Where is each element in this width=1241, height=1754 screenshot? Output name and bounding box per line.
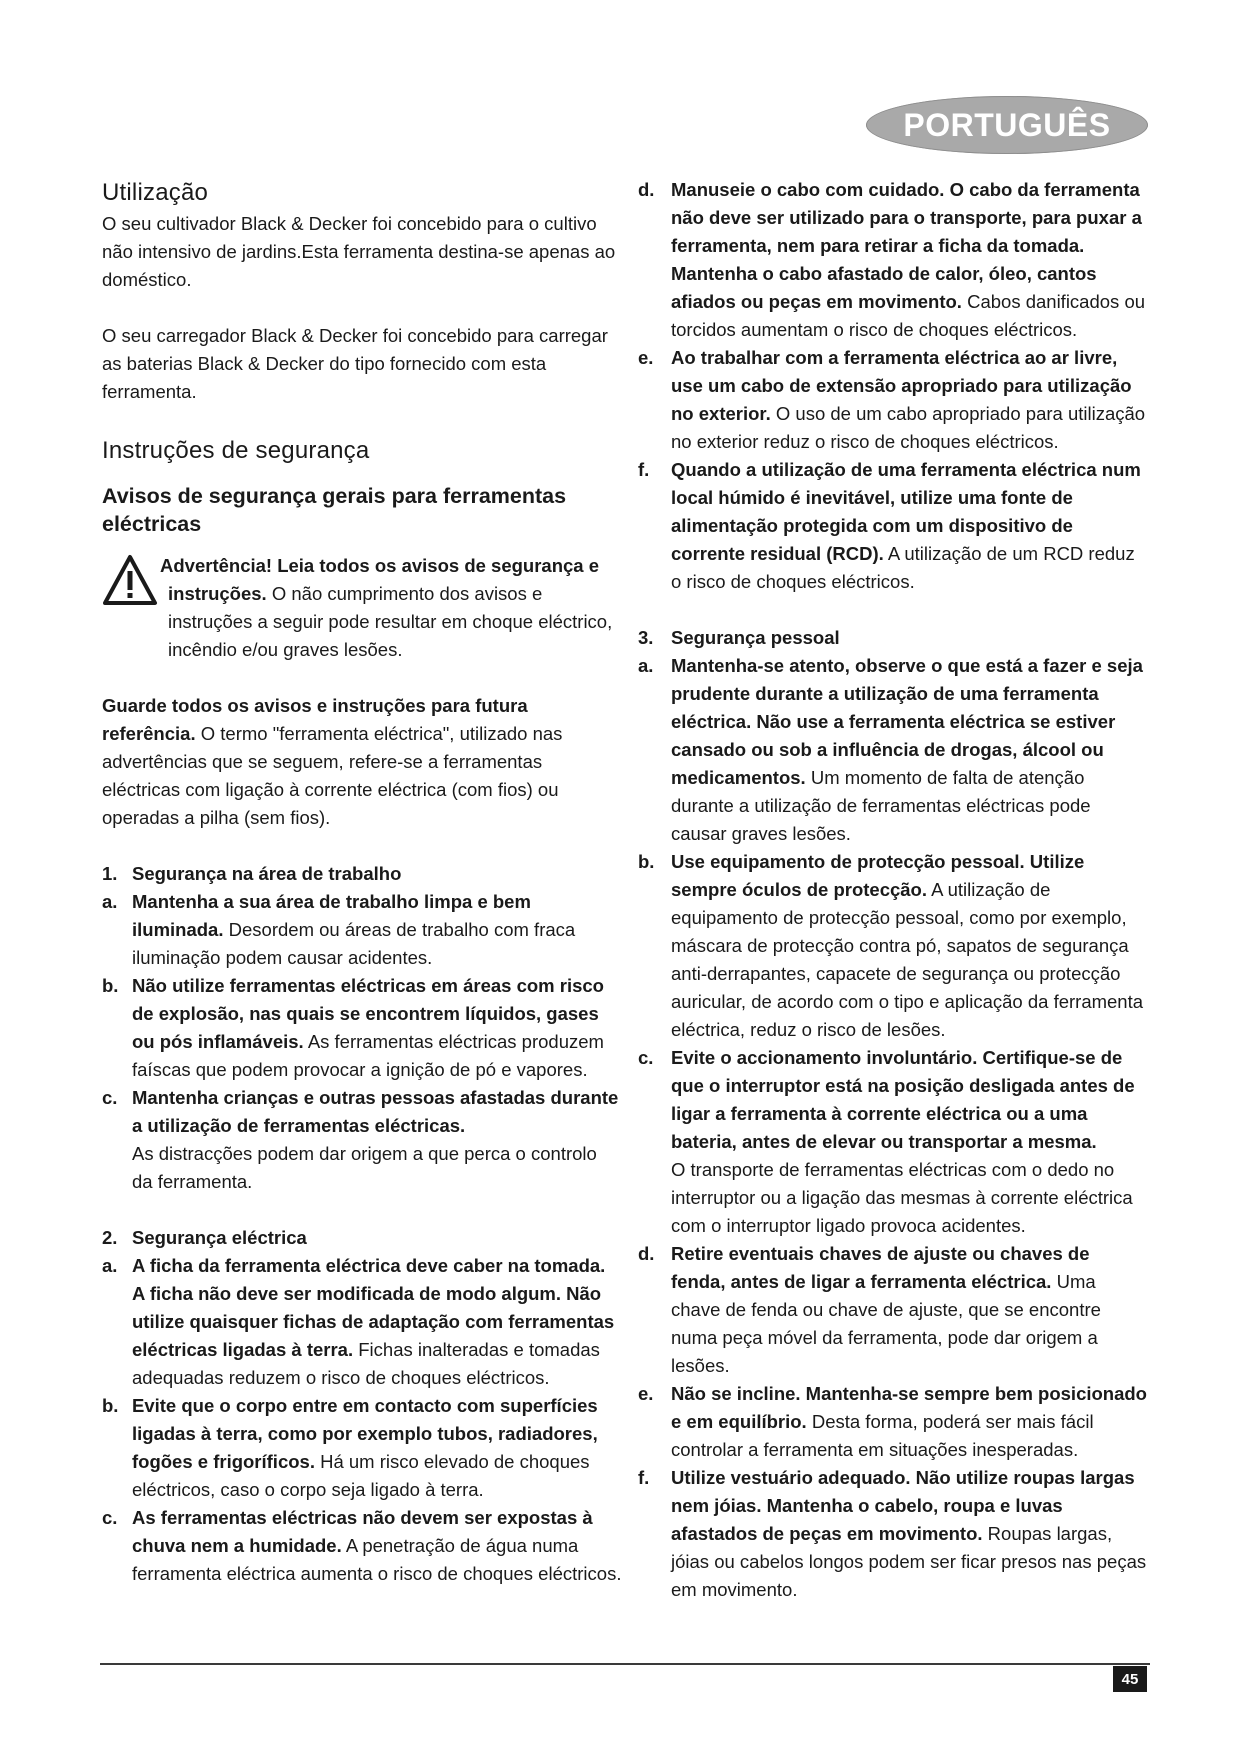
item-label: f. bbox=[638, 1467, 650, 1488]
item-text: O transporte de ferramentas eléctricas com o dedo no interruptor ou a ligação das mesmas à corrente eléctrica com o interruptor ligado provoca acidentes. bbox=[671, 1159, 1133, 1236]
item-bold: A ficha da ferramenta eléctrica deve caber na tomada. A ficha não deve ser modificada de modo algum. Não utilize quaisquer fichas de adaptação com ferramentas eléctricas ligadas à terra. bbox=[132, 1255, 615, 1360]
item-text: A utilização de um RCD reduz o risco de choques eléctricos. bbox=[671, 543, 1135, 592]
item-bold: Use equipamento de protecção pessoal. Utilize sempre óculos de protecção. bbox=[671, 851, 1085, 900]
section-title-utilizacao: Utilização bbox=[102, 179, 209, 206]
item-text: Roupas largas, jóias ou cabelos longos podem ser ficar presos nas peças em movimento. bbox=[671, 1523, 1147, 1600]
item-text: As distracções podem dar origem a que perca o controlo da ferramenta. bbox=[132, 1143, 597, 1192]
general-warnings-title: Avisos de segurança gerais para ferramentas eléctricas bbox=[102, 484, 567, 536]
item-label: c. bbox=[102, 1087, 118, 1108]
item-bold: Não se incline. Mantenha-se sempre bem posicionado e em equilíbrio. bbox=[671, 1383, 1147, 1432]
keep-instructions-paragraph bbox=[102, 692, 622, 832]
list-item bbox=[638, 344, 1148, 456]
item-text: Desta forma, poderá ser mais fácil controlar a ferramenta em situações inesperadas. bbox=[671, 1411, 1094, 1460]
list-item bbox=[102, 1392, 622, 1504]
heading-number: 3. bbox=[638, 627, 654, 648]
item-text: O uso de um cabo apropriado para utilização no exterior reduz o risco de choques eléctricos. bbox=[671, 403, 1146, 452]
item-text: Uma chave de fenda ou chave de ajuste, que se encontre numa peça móvel da ferramenta, pode dar origem a lesões. bbox=[671, 1271, 1101, 1376]
electrical-safety-heading bbox=[102, 1224, 622, 1252]
list-item bbox=[102, 888, 622, 972]
item-bold: Ao trabalhar com a ferramenta eléctrica ao ar livre, use um cabo de extensão apropriado para utilização no exterior. bbox=[671, 347, 1132, 424]
list-item bbox=[638, 848, 1148, 1044]
item-label: c. bbox=[638, 1047, 654, 1068]
warning-block bbox=[102, 552, 622, 664]
item-label: b. bbox=[102, 975, 119, 996]
keep-bold: Guarde todos os avisos e instruções para futura referência. bbox=[102, 695, 528, 744]
list-item bbox=[638, 1464, 1148, 1604]
heading-text: Segurança na área de trabalho bbox=[132, 863, 402, 884]
footer-divider bbox=[100, 1663, 1150, 1665]
item-label: b. bbox=[638, 851, 655, 872]
item-bold: As ferramentas eléctricas não devem ser expostas à chuva nem a humidade. bbox=[132, 1507, 593, 1556]
item-bold: Mantenha crianças e outras pessoas afastadas durante a utilização de ferramentas eléctricas. bbox=[132, 1087, 619, 1136]
item-text: A utilização de equipamento de protecção pessoal, como por exemplo, máscara de protecção contra pó, sapatos de segurança anti-derrapantes, capacete de segurança ou protecção auricular, de acordo com o tipo e aplicação da ferramenta eléctrica, reduz o risco de lesões. bbox=[671, 879, 1144, 1040]
item-bold: Mantenha-se atento, observe o que está a fazer e seja prudente durante a utilização de uma ferramenta eléctrica. Não use a ferramenta eléctrica se estiver cansado ou sob a influência de drogas, álcool ou medicamentos. bbox=[671, 655, 1143, 788]
item-label: e. bbox=[638, 1383, 654, 1404]
item-bold: Retire eventuais chaves de ajuste ou chaves de fenda, antes de ligar a ferramenta eléctrica. bbox=[671, 1243, 1090, 1292]
left-column bbox=[102, 176, 622, 1588]
language-badge: PORTUGUÊS bbox=[866, 96, 1148, 154]
list-item bbox=[638, 456, 1148, 596]
heading-text: Segurança pessoal bbox=[671, 627, 840, 648]
item-bold: Utilize vestuário adequado. Não utilize roupas largas nem jóias. Mantenha o cabelo, roupa e luvas afastados de peças em movimento. bbox=[671, 1467, 1135, 1544]
item-label: a. bbox=[102, 1255, 118, 1276]
item-label: d. bbox=[638, 1243, 655, 1264]
item-bold: Manuseie o cabo com cuidado. O cabo da ferramenta não deve ser utilizado para o transporte, para puxar a ferramenta, nem para retirar a ficha da tomada. Mantenha o cabo afastado de calor, óleo, cantos afiados ou peças em movimento. bbox=[671, 179, 1142, 312]
warning-text: O não cumprimento dos avisos e instruções a seguir pode resultar em choque eléctrico, incêndio e/ou graves lesões. bbox=[168, 583, 613, 660]
list-item bbox=[638, 1380, 1148, 1464]
heading-text: Segurança eléctrica bbox=[132, 1227, 307, 1248]
list-item bbox=[102, 1084, 622, 1196]
warning-triangle-icon bbox=[102, 554, 158, 606]
page-number: 45 bbox=[1113, 1666, 1147, 1692]
work-area-heading bbox=[102, 860, 622, 888]
list-item bbox=[102, 1252, 622, 1392]
list-item bbox=[638, 1044, 1148, 1240]
item-label: c. bbox=[102, 1507, 118, 1528]
item-text: Um momento de falta de atenção durante a utilização de ferramentas eléctricas pode causar graves lesões. bbox=[671, 767, 1091, 844]
personal-safety-heading bbox=[638, 624, 1148, 652]
right-column bbox=[638, 176, 1148, 1604]
intended-use-paragraph: O seu cultivador Black & Decker foi concebido para o cultivo não intensivo de jardins.Esta ferramenta destina-se apenas ao doméstico. bbox=[102, 213, 616, 290]
item-label: a. bbox=[102, 891, 118, 912]
item-label: d. bbox=[638, 179, 655, 200]
item-label: e. bbox=[638, 347, 654, 368]
item-label: f. bbox=[638, 459, 650, 480]
list-item bbox=[638, 652, 1148, 848]
item-bold: Mantenha a sua área de trabalho limpa e bem iluminada. bbox=[132, 891, 531, 940]
item-text: As ferramentas eléctricas produzem faíscas que podem provocar a ignição de pó e vapores. bbox=[132, 1031, 604, 1080]
list-item bbox=[102, 972, 622, 1084]
item-text: A penetração de água numa ferramenta eléctrica aumenta o risco de choques eléctricos. bbox=[132, 1535, 622, 1584]
item-text: Cabos danificados ou torcidos aumentam o risco de choques eléctricos. bbox=[671, 291, 1146, 340]
item-text: Fichas inalteradas e tomadas adequadas reduzem o risco de choques eléctricos. bbox=[132, 1339, 600, 1388]
item-label: b. bbox=[102, 1395, 119, 1416]
item-bold: Não utilize ferramentas eléctricas em áreas com risco de explosão, nas quais se encontrem líquidos, gases ou pós inflamáveis. bbox=[132, 975, 604, 1052]
item-text: Há um risco elevado de choques eléctricos, caso o corpo seja ligado à terra. bbox=[132, 1451, 590, 1500]
item-bold: Evite que o corpo entre em contacto com superfícies ligadas à terra, como por exemplo tubos, radiadores, fogões e frigoríficos. bbox=[132, 1395, 598, 1472]
heading-number: 2. bbox=[102, 1227, 118, 1248]
item-bold: Evite o accionamento involuntário. Certifique-se de que o interruptor está na posição desligada antes de ligar a ferramenta à corrente eléctrica ou a uma bateria, antes de elevar ou transportar a mesma. bbox=[671, 1047, 1135, 1152]
keep-text: O termo "ferramenta eléctrica", utilizado nas advertências que se seguem, refere-se a ferramentas eléctricas com ligação à corrente eléctrica (com fios) ou operadas a pilha (sem fios). bbox=[102, 723, 563, 828]
item-label: a. bbox=[638, 655, 654, 676]
item-bold: Quando a utilização de uma ferramenta eléctrica num local húmido é inevitável, utilize uma fonte de alimentação protegida com um dispositivo de corrente residual (RCD). bbox=[671, 459, 1141, 564]
heading-number: 1. bbox=[102, 863, 118, 884]
section-title-safety: Instruções de segurança bbox=[102, 437, 370, 464]
list-item bbox=[638, 176, 1148, 344]
list-item bbox=[102, 1504, 622, 1588]
warning-bold: Advertência! Leia todos os avisos de segurança e instruções. bbox=[160, 555, 600, 604]
list-item bbox=[638, 1240, 1148, 1380]
charger-use-paragraph: O seu carregador Black & Decker foi concebido para carregar as baterias Black & Decker do tipo fornecido com esta ferramenta. bbox=[102, 325, 608, 402]
item-text: Desordem ou áreas de trabalho com fraca iluminação podem causar acidentes. bbox=[132, 919, 576, 968]
